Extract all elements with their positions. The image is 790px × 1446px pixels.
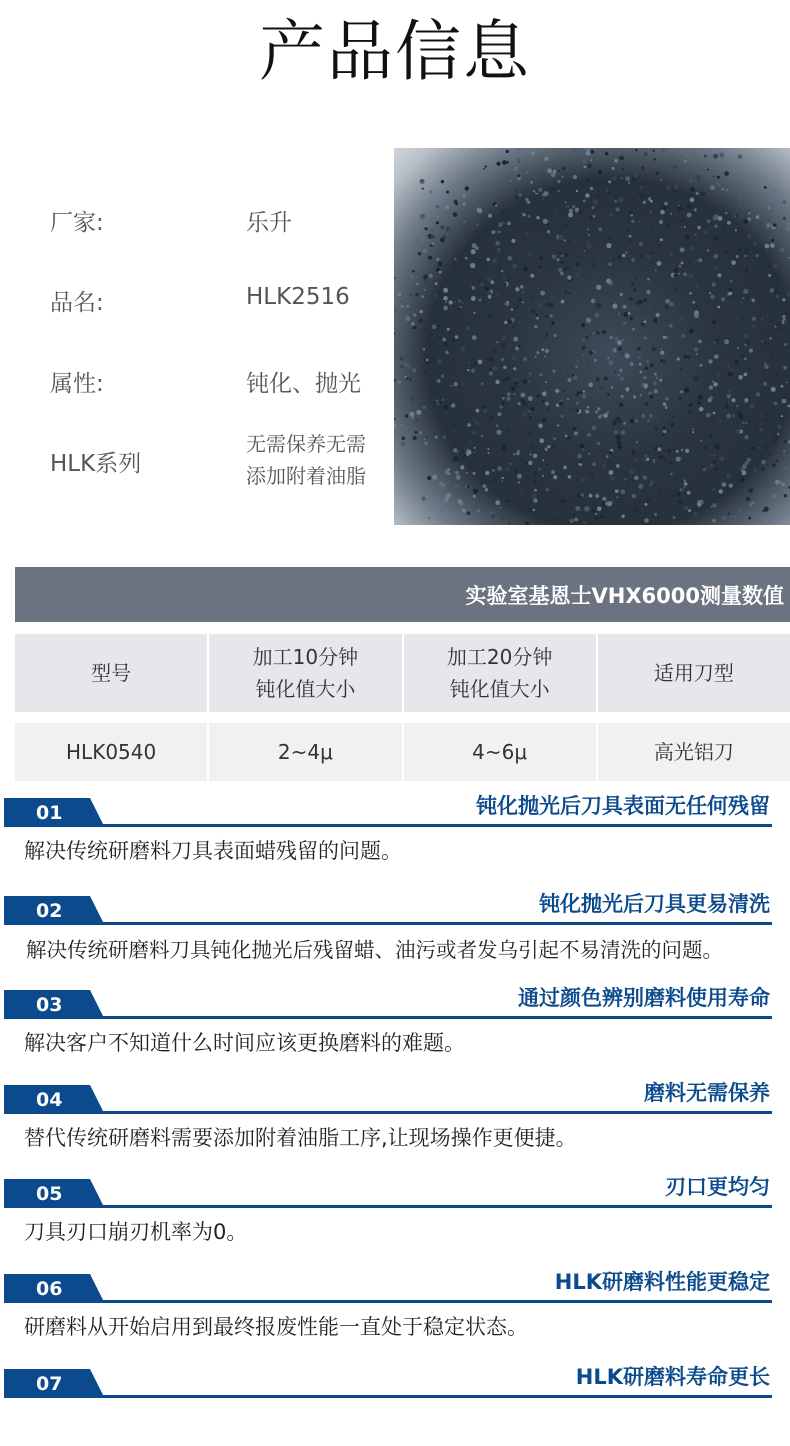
feature-header: [4, 1271, 790, 1303]
feature-header: [4, 1082, 790, 1114]
feature-number: 02: [36, 900, 63, 922]
feature-header: [4, 893, 790, 925]
feature-divider: [4, 1395, 772, 1398]
info-value: [246, 428, 366, 492]
feature-divider: [4, 1300, 772, 1303]
info-value: HLK2516: [246, 284, 350, 310]
granule-texture: [394, 148, 790, 525]
page-title: 产品信息: [259, 13, 531, 90]
table-header-cell: [209, 634, 401, 712]
feature-number: 03: [36, 994, 63, 1016]
feature-description: 解决传统研磨料刀具钝化抛光后残留蜡、油污或者发乌引起不易清洗的问题。: [26, 938, 723, 962]
feature-divider: [4, 1205, 772, 1208]
table-header-cell: [598, 634, 790, 712]
info-value-line: 添加附着油脂: [246, 464, 366, 488]
feature-item: [4, 892, 790, 962]
feature-divider: [4, 1016, 772, 1019]
table-cell: 高光铝刀: [598, 723, 790, 781]
info-label: HLK系列: [50, 451, 142, 477]
feature-item: [4, 986, 790, 1055]
feature-title: HLK研磨料性能更稳定: [554, 1270, 770, 1294]
feature-divider: [4, 1111, 772, 1114]
feature-number: 01: [36, 802, 63, 824]
feature-title: HLK研磨料寿命更长: [575, 1365, 770, 1389]
feature-divider: [4, 922, 772, 925]
feature-title: 钝化抛光后刀具更易清洗: [539, 892, 770, 916]
info-value-line: 无需保养无需: [246, 432, 366, 456]
table-header-cell: [15, 634, 207, 712]
table-cell: 2~4μ: [209, 723, 401, 781]
info-value: 乐升: [246, 210, 292, 236]
header-text: 钝化值大小: [255, 677, 356, 701]
feature-header: [4, 1176, 790, 1208]
table-cell: 4~6μ: [404, 723, 596, 781]
abrasive-granules-photo: [394, 148, 790, 525]
feature-description: 研磨料从开始启用到最终报废性能一直处于稳定状态。: [24, 1315, 528, 1339]
feature-title: 通过颜色辨别磨料使用寿命: [518, 986, 770, 1010]
header-text: 钝化值大小: [449, 677, 550, 701]
table-row: [15, 723, 790, 781]
info-label: 属性:: [50, 371, 104, 397]
feature-description: 解决传统研磨料刀具表面蜡残留的问题。: [24, 839, 402, 863]
feature-header: [4, 987, 790, 1019]
feature-description: 刀具刃口崩刃机率为0。: [24, 1220, 248, 1244]
feature-description: 替代传统研磨料需要添加附着油脂工序,让现场操作更便捷。: [24, 1126, 577, 1150]
table-header-row: [15, 634, 790, 712]
feature-divider: [4, 824, 772, 827]
feature-title: 钝化抛光后刀具表面无任何残留: [476, 794, 770, 818]
info-value: 钝化、抛光: [246, 371, 361, 397]
feature-number: 06: [36, 1278, 63, 1300]
table-header-cell: [404, 634, 596, 712]
header-text: 型号: [91, 661, 132, 685]
feature-item: [4, 794, 790, 863]
table-caption: 实验室基恩士VHX6000测量数值: [15, 567, 790, 622]
feature-item: [4, 1270, 790, 1339]
feature-item: [4, 1081, 790, 1150]
feature-item: [4, 1175, 790, 1244]
feature-number: 07: [36, 1373, 63, 1395]
feature-header: [4, 1366, 790, 1398]
header-text: 适用刀型: [653, 661, 734, 685]
info-label: 品名:: [50, 290, 104, 316]
header-text: 加工10分钟: [252, 645, 359, 669]
feature-description: 解决客户不知道什么时间应该更换磨料的难题。: [24, 1031, 465, 1055]
header-text: 加工20分钟: [446, 645, 553, 669]
table-cell: HLK0540: [15, 723, 207, 781]
feature-number: 05: [36, 1183, 63, 1205]
feature-item: [4, 1366, 790, 1398]
info-label: 厂家:: [50, 210, 104, 236]
feature-header: [4, 795, 790, 827]
feature-title: 磨料无需保养: [644, 1081, 770, 1105]
feature-title: 刃口更均匀: [665, 1175, 770, 1199]
feature-number: 04: [36, 1089, 63, 1111]
